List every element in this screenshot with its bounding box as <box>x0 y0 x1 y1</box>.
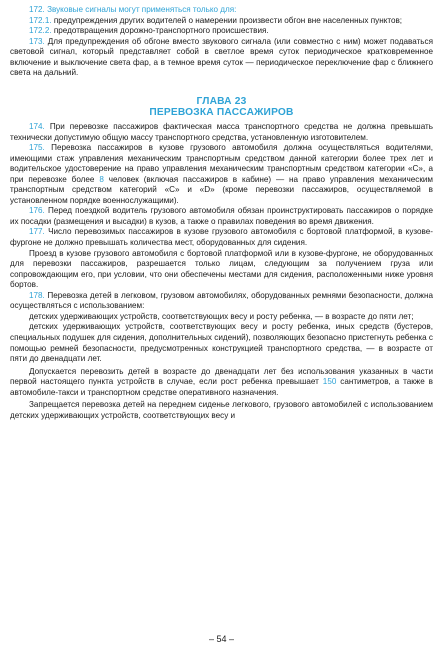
section-177-text: Число перевозимых пассажиров в кузове грузового автомобиля с бортовой платформой, в кузове-фургоне не должно превышать количества мест, оборудованных для сидения. <box>10 227 433 248</box>
section-177-number: 177. <box>29 227 45 237</box>
page-number: – 54 – <box>208 634 235 645</box>
section-175-text-b: человек (включая пассажиров в кабине) — на право управления механическим транспортным средством категорий «С» и «D» (кроме перевозки пассажиров, осуществляемой в установленном порядке военнослужащими). <box>10 174 434 205</box>
section-178-number: 178. <box>29 290 45 300</box>
section-177 <box>10 227 433 248</box>
section-174-number: 174. <box>29 122 45 132</box>
section-176-text: Перед поездкой водитель грузового автомобиля обязан проинструктировать пассажиров о порядке их посадки (размещения и высадки) в кузов, а также о правилах поведения во время движения. <box>10 206 433 226</box>
section-172-2 <box>10 26 433 37</box>
section-174-text: При перевозке пассажиров фактическая масса транспортного средства не должна превышать технически допустимую общую массу транспортного средства, установленную изготовителем. <box>10 122 433 142</box>
section-178-text: Перевозка детей в легковом, грузовом автомобилях, оборудованных ремнями безопасности, должна осуществляться с использованием: <box>10 290 433 311</box>
section-172-1-text: предупреждения других водителей о намерении произвести обгон вне населенных пунктов; <box>51 15 403 25</box>
section-175-count: 8 <box>99 174 104 184</box>
section-172-2-text: предотвращения дорожно-транспортного происшествия. <box>51 26 269 36</box>
section-178-height: 150 <box>322 377 337 387</box>
section-173-text: Для предупреждения об обгоне вместо звукового сигнала (или совместно с ним) может подаваться световой сигнал, который представляет собой в светлое время суток периодическое кратковременное включение и выключение света фар, а в темное время суток — периодическое переключение фар с ближнего света на дальний. <box>10 36 433 78</box>
section-172-2-number: 172.2. <box>29 26 52 36</box>
section-174 <box>10 122 433 143</box>
chapter-number: ГЛАВА 23 <box>196 95 247 107</box>
section-175-number: 175. <box>29 143 45 153</box>
section-172-intro <box>10 5 433 16</box>
section-176-number: 176. <box>29 206 45 216</box>
section-178-part-3 <box>10 367 433 399</box>
section-173 <box>10 37 433 79</box>
section-172-1 <box>10 16 433 27</box>
section-178-part-3-b: сантиметров, а также в автомобиле-такси и транспортном средстве оперативного назначения. <box>10 377 433 397</box>
section-175-text-a: Перевозка пассажиров в кузове грузового автомобиля должна осуществляться водителями, имеющими стаж управления механическим транспортным средством данной категории более трех лет и водительское удостоверение на право управления механическим транспортным средством категории «С», а при перевозке более <box>10 143 433 184</box>
chapter-title: ПЕРЕВОЗКА ПАССАЖИРОВ <box>149 107 294 119</box>
section-172-1-number: 172.1. <box>29 15 52 25</box>
section-172-intro-text: 172. Звуковые сигналы могут применяться только для: <box>29 5 237 14</box>
section-175 <box>10 143 433 206</box>
section-178-part-4: Запрещается перевозка детей на переднем сиденье легкового, грузового автомобилей с использованием детских удерживающих устройств, соответствующих весу и <box>10 400 433 420</box>
section-178-part-3-a: Допускается перевозить детей в возрасте до двенадцати лет без использования указанных в части первой настоящего пункта устройств в случае, если рост ребенка превышает <box>10 366 433 387</box>
section-173-number: 173. <box>29 36 45 46</box>
section-178-item-1: детских удерживающих устройств, соответствующих весу и росту ребенка, — в возрасте до пяти лет; <box>29 311 414 321</box>
chapter-heading <box>10 96 433 119</box>
section-178-item-2: детских удерживающих устройств, соответствующих весу и росту ребенка, иных средств (бустеров, специальных подушек для сидения, дополнительных сидений), позволяющих безопасно пристегнуть ребенка с помощью ремней безопасности, предусмотренных конструкцией транспортного средства, — в возрасте от пяти до двенадцати лет. <box>10 322 433 364</box>
section-176 <box>10 206 433 227</box>
section-177-part-2: Проезд в кузове грузового автомобиля с бортовой платформой или в кузове-фургоне, не оборудованных для перевозки пассажиров, разрешается только лицам, следующим за получением груза или сопровождающим его, при условии, что они обеспечены местами для сидения, расположенными ниже уровня бортов. <box>10 248 433 290</box>
section-178 <box>10 291 433 312</box>
